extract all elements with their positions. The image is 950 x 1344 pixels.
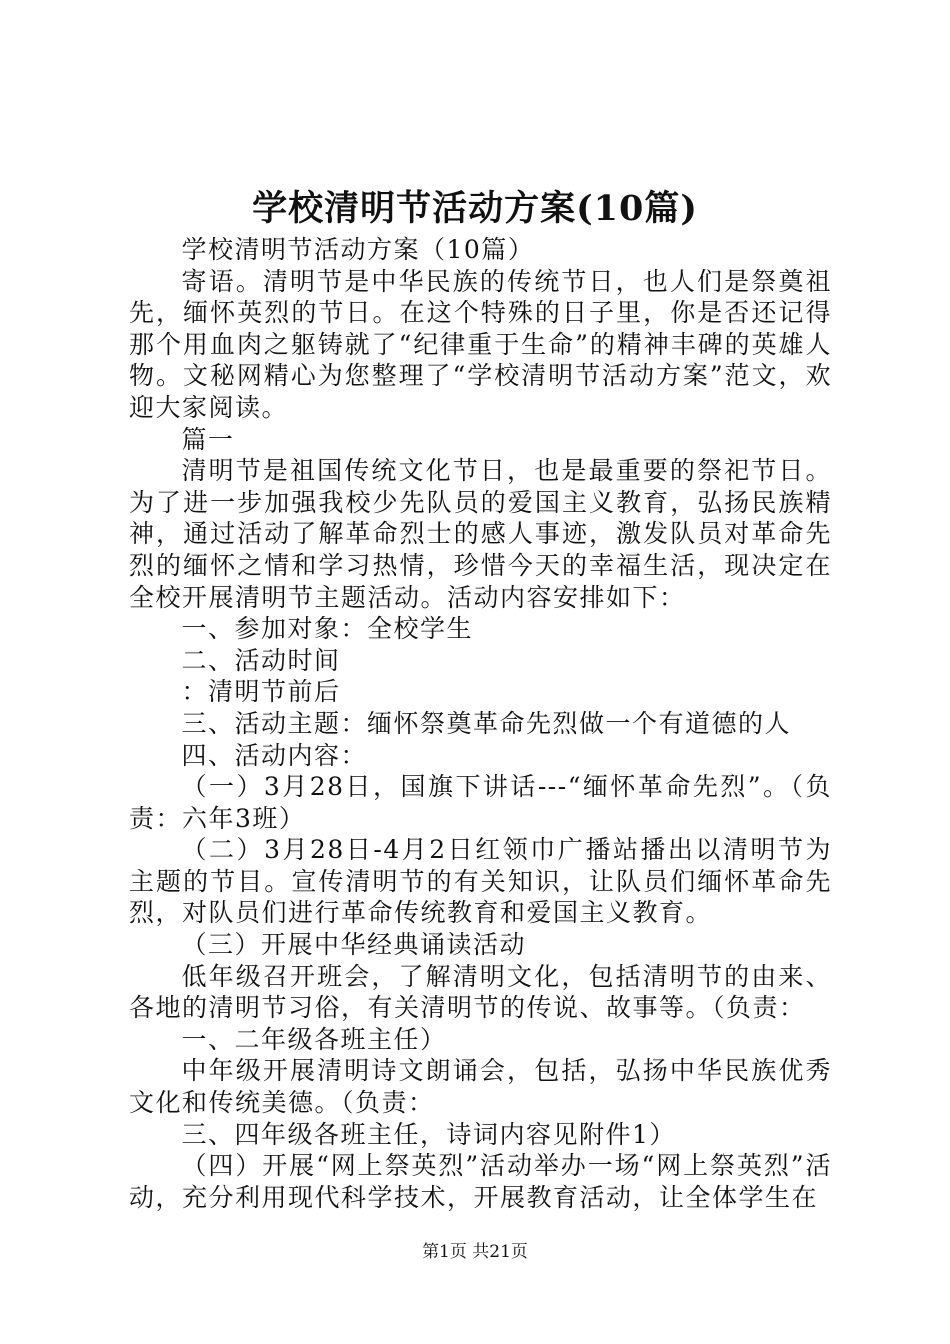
paragraph: （四）开展“网上祭英烈”活动举办一场“网上祭英烈”活动，充分利用现代科学技术，开展教育活动，让全体学生在 <box>129 1151 832 1212</box>
paragraph: 中年级开展清明诗文朗诵会，包括，弘扬中华民族优秀文化和传统美德。（负责： <box>129 1056 832 1118</box>
page-number-footer: 第1页 共21页 <box>422 1242 528 1262</box>
paragraph: 寄语。清明节是中华民族的传统节日，也人们是祭奠祖先，缅怀英烈的节日。在这个特殊的日子里，你是否还记得那个用血肉之躯铸就了“纪律重于生命”的精神丰碑的英雄人物。文秘网精心为您整理了“学校清明节活动方案”范文，欢迎大家阅读。 <box>129 266 832 422</box>
paragraph: 篇一 <box>181 424 235 454</box>
paragraph: （三）开展中华经典诵读活动 <box>181 930 527 960</box>
paragraph: 学校清明节活动方案（10篇） <box>181 235 535 264</box>
paragraph: 三、四年级各班主任，诗词内容见附件1） <box>181 1119 676 1149</box>
paragraph: 四、活动内容： <box>181 740 368 770</box>
paragraph: 二、活动时间 <box>181 645 341 675</box>
paragraph: 低年级召开班会，了解清明文化，包括清明节的由来、各地的清明节习俗，有关清明节的传说、故事等。（负责： <box>129 961 832 1023</box>
document-title: 学校清明节活动方案(10篇) <box>252 188 698 229</box>
paragraph: 清明节是祖国传统文化节日，也是最重要的祭祀节日。为了进一步加强我校少先队员的爱国主义教育，弘扬民族精神，通过活动了解革命烈士的感人事迹，激发队员对革命先烈的缅怀之情和学习热情，珍惜今天的幸福生活，现决定在全校开展清明节主题活动。活动内容安排如下： <box>129 456 832 612</box>
document-body <box>129 234 832 1213</box>
paragraph: ：清明节前后 <box>181 677 341 707</box>
paragraph: 一、二年级各班主任） <box>181 1024 447 1054</box>
paragraph: （二）3月28日-4月2日红领巾广播站播出以清明节为主题的节目。宣传清明节的有关知识，让队员们缅怀革命先烈，对队员们进行革命传统教育和爱国主义教育。 <box>129 835 832 928</box>
paragraph: （一）3月28日，国旗下讲话---“缅怀革命先烈”。（负责：六年3班） <box>129 772 832 833</box>
paragraph: 一、参加对象：全校学生 <box>181 614 474 644</box>
paragraph: 三、活动主题：缅怀祭奠革命先烈做一个有道德的人 <box>181 708 792 738</box>
